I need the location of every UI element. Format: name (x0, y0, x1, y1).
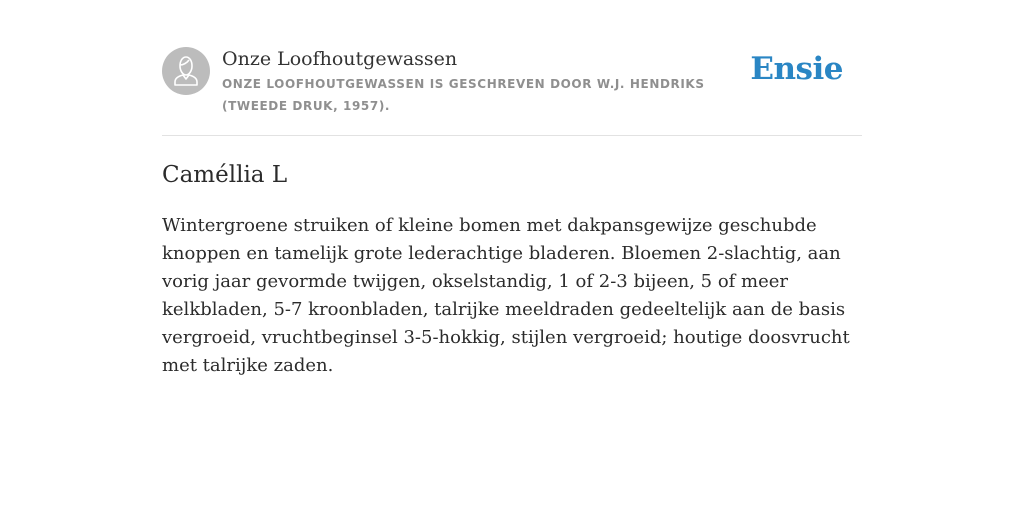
ensie-logo[interactable]: Ensie (750, 51, 843, 87)
entry-title: Caméllia L (162, 162, 288, 188)
source-description: ONZE LOOFHOUTGEWASSEN IS GESCHREVEN DOOR W.J. HENDRIKS (TWEEDE DRUK, 1957). (222, 77, 705, 113)
person-icon (162, 47, 210, 95)
source-header (162, 47, 862, 117)
source-avatar[interactable] (162, 47, 210, 95)
entry-body: Wintergroene struiken of kleine bomen met dakpansgewijze geschubde knoppen en tamelijk grote lederachtige bladeren. Bloemen 2-slachtig, aan vorig jaar gevormde twijgen, okselstandig, 1 of 2-3 bijeen, 5 of meer kelkbladen, 5-7 kroonbladen, talrijke meeldraden gedeeltelijk aan de basis vergroeid, vruchtbeginsel 3-5-hokkig, stijlen vergroeid; houtige doosvrucht met talrijke zaden. (162, 215, 850, 376)
source-title[interactable]: Onze Loofhoutgewassen (222, 48, 458, 70)
header-divider (162, 135, 862, 136)
